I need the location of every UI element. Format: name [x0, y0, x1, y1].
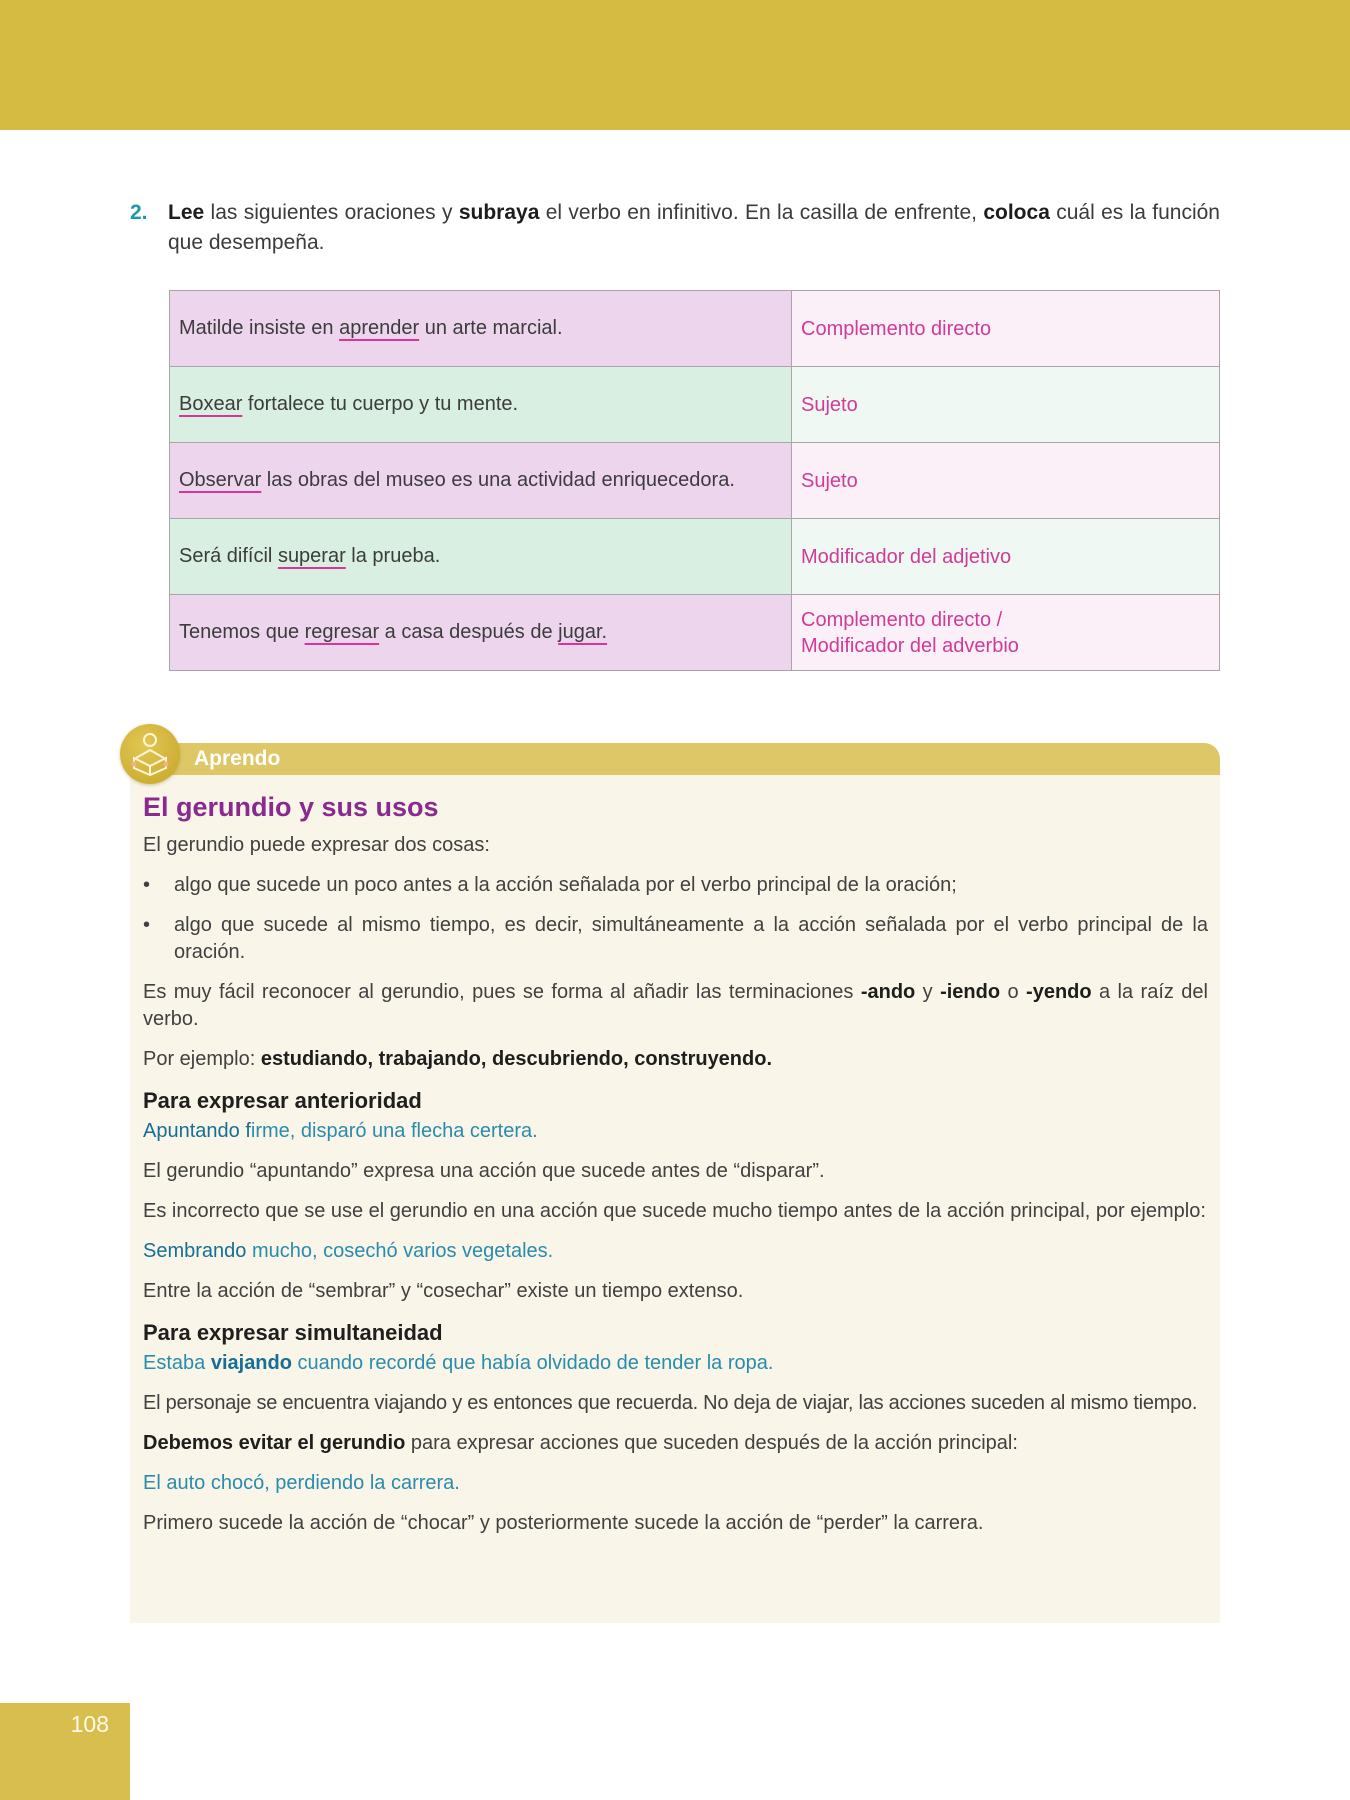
subheading-simultaneidad: Para expresar simultaneidad — [143, 1320, 443, 1345]
text-segment: y — [915, 981, 941, 1003]
verb-lee: Lee — [168, 201, 205, 224]
function-cell[interactable] — [792, 595, 1220, 671]
gerund-highlight: viajando — [210, 1352, 292, 1374]
list-item — [143, 912, 1208, 966]
aprendo-header-bar — [130, 743, 1220, 775]
text-segment: Será difícil — [179, 545, 278, 567]
text-segment: el verbo en infinitivo. En la casilla de enfrente, — [539, 201, 984, 224]
incorrect-note: Es incorrecto que se use el gerundio en una acción que sucede mucho tiempo antes de la acción principal, por ejemplo: — [143, 1200, 1206, 1222]
function-cell[interactable] — [792, 443, 1220, 519]
example-sentence — [143, 1238, 1208, 1265]
reader-with-book-icon — [120, 724, 180, 784]
examples-text — [143, 1046, 1208, 1073]
underlined-infinitive: aprender — [339, 317, 420, 339]
example-words: estudiando, trabajando, descubriendo, construyendo. — [260, 1048, 773, 1070]
function-answer: Complemento directo — [801, 317, 992, 340]
table-row — [170, 519, 1220, 595]
page-number-box — [0, 1703, 130, 1800]
text-segment: Por ejemplo: — [143, 1048, 261, 1070]
text-segment: la prueba. — [345, 545, 441, 567]
text-segment: Estaba — [143, 1352, 211, 1374]
bullet-icon: • — [143, 874, 151, 896]
example-sentence — [143, 1118, 1208, 1145]
exercise-number: 2. — [130, 201, 148, 224]
sentence-cell — [170, 595, 792, 671]
function-answer: Sujeto — [801, 393, 858, 416]
aprendo-label: Aprendo — [194, 747, 281, 770]
text-segment: las siguientes oraciones y — [204, 201, 459, 224]
sentence-cell — [170, 291, 792, 367]
example-sentence — [143, 1350, 1208, 1377]
text-segment: un arte marcial. — [419, 317, 563, 339]
text-segment: o — [1000, 981, 1027, 1003]
page-number: 108 — [70, 1711, 109, 1737]
list-item — [143, 872, 1208, 899]
aprendo-content — [143, 790, 1208, 1550]
exercise-text — [168, 198, 1220, 258]
underlined-infinitive: regresar — [304, 621, 380, 643]
function-answer: Complemento directo / — [801, 608, 1003, 631]
text-segment: irme, disparó una flecha certera. — [250, 1120, 538, 1142]
verb-subraya: subraya — [458, 201, 540, 224]
explanation-text: Entre la acción de “sembrar” y “cosechar” existe un tiempo extenso. — [143, 1280, 744, 1302]
function-answer: Sujeto — [801, 469, 858, 492]
ending-ando: -ando — [860, 981, 916, 1003]
table-row — [170, 595, 1220, 671]
subheading-anterioridad: Para expresar anterioridad — [143, 1088, 422, 1113]
bullet-icon: • — [143, 914, 151, 936]
list-item-text: algo que sucede un poco antes a la acción señalada por el verbo principal de la oración; — [174, 874, 957, 896]
list-item-text: algo que sucede al mismo tiempo, es decir, simultáneamente a la acción señalada por el verbo principal de la oración. — [174, 914, 1208, 963]
explanation-text: Primero sucede la acción de “chocar” y posteriormente sucede la acción de “perder” la carrera. — [143, 1512, 984, 1534]
underlined-infinitive: jugar. — [558, 621, 608, 643]
underlined-infinitive: superar — [277, 545, 346, 567]
sentence-cell — [170, 519, 792, 595]
text-segment: cuando recordé que había olvidado de tender la ropa. — [291, 1352, 774, 1374]
function-cell[interactable] — [792, 291, 1220, 367]
text-segment: para expresar acciones que suceden después de la acción principal: — [405, 1432, 1018, 1454]
ending-iendo: -iendo — [940, 981, 1001, 1003]
table-row — [170, 367, 1220, 443]
answers-table — [169, 290, 1220, 671]
verb-coloca: coloca — [983, 201, 1050, 224]
ending-yendo: -yendo — [1026, 981, 1092, 1003]
table-row — [170, 443, 1220, 519]
text-segment: Tenemos que — [179, 621, 305, 643]
underlined-infinitive: Observar — [179, 469, 262, 491]
text-segment: Matilde insiste en — [179, 317, 340, 339]
gerund-highlight: Apuntando f — [143, 1120, 251, 1142]
underlined-infinitive: Boxear — [179, 393, 243, 415]
text-segment: cuál es la función que desempeña. — [168, 201, 1220, 254]
example-sentence: El auto chocó, perdiendo la carrera. — [143, 1472, 460, 1494]
formation-text — [143, 979, 1208, 1033]
function-answer: Modificador del adverbio — [801, 634, 1019, 657]
function-cell[interactable] — [792, 367, 1220, 443]
avoid-emphasis: Debemos evitar el gerundio — [143, 1432, 406, 1454]
explanation-text: El personaje se encuentra viajando y es entonces que recuerda. No deja de viajar, las acciones suceden al mismo tiempo. — [143, 1392, 1198, 1414]
intro-text: El gerundio puede expresar dos cosas: — [143, 834, 490, 856]
table-row — [170, 291, 1220, 367]
text-segment: mucho, cosechó varios vegetales. — [246, 1240, 554, 1262]
uses-list — [143, 872, 1208, 966]
text-segment: Es muy fácil reconocer al gerundio, pues se forma al añadir las terminaciones — [143, 981, 861, 1003]
header-band — [0, 0, 1350, 130]
section-title: El gerundio y sus usos — [143, 792, 439, 822]
function-answer: Modificador del adjetivo — [801, 545, 1012, 568]
text-segment: las obras del museo es una actividad enriquecedora. — [261, 469, 735, 491]
gerund-highlight: Sembrando — [143, 1240, 247, 1262]
text-segment: a la raíz del verbo. — [143, 981, 1208, 1030]
sentence-cell — [170, 367, 792, 443]
explanation-text: El gerundio “apuntando” expresa una acción que sucede antes de “disparar”. — [143, 1160, 825, 1182]
avoid-note — [143, 1430, 1208, 1457]
exercise-instruction — [130, 198, 1220, 258]
text-segment: fortalece tu cuerpo y tu mente. — [242, 393, 519, 415]
function-cell[interactable] — [792, 519, 1220, 595]
text-segment: a casa después de — [379, 621, 559, 643]
sentence-cell — [170, 443, 792, 519]
